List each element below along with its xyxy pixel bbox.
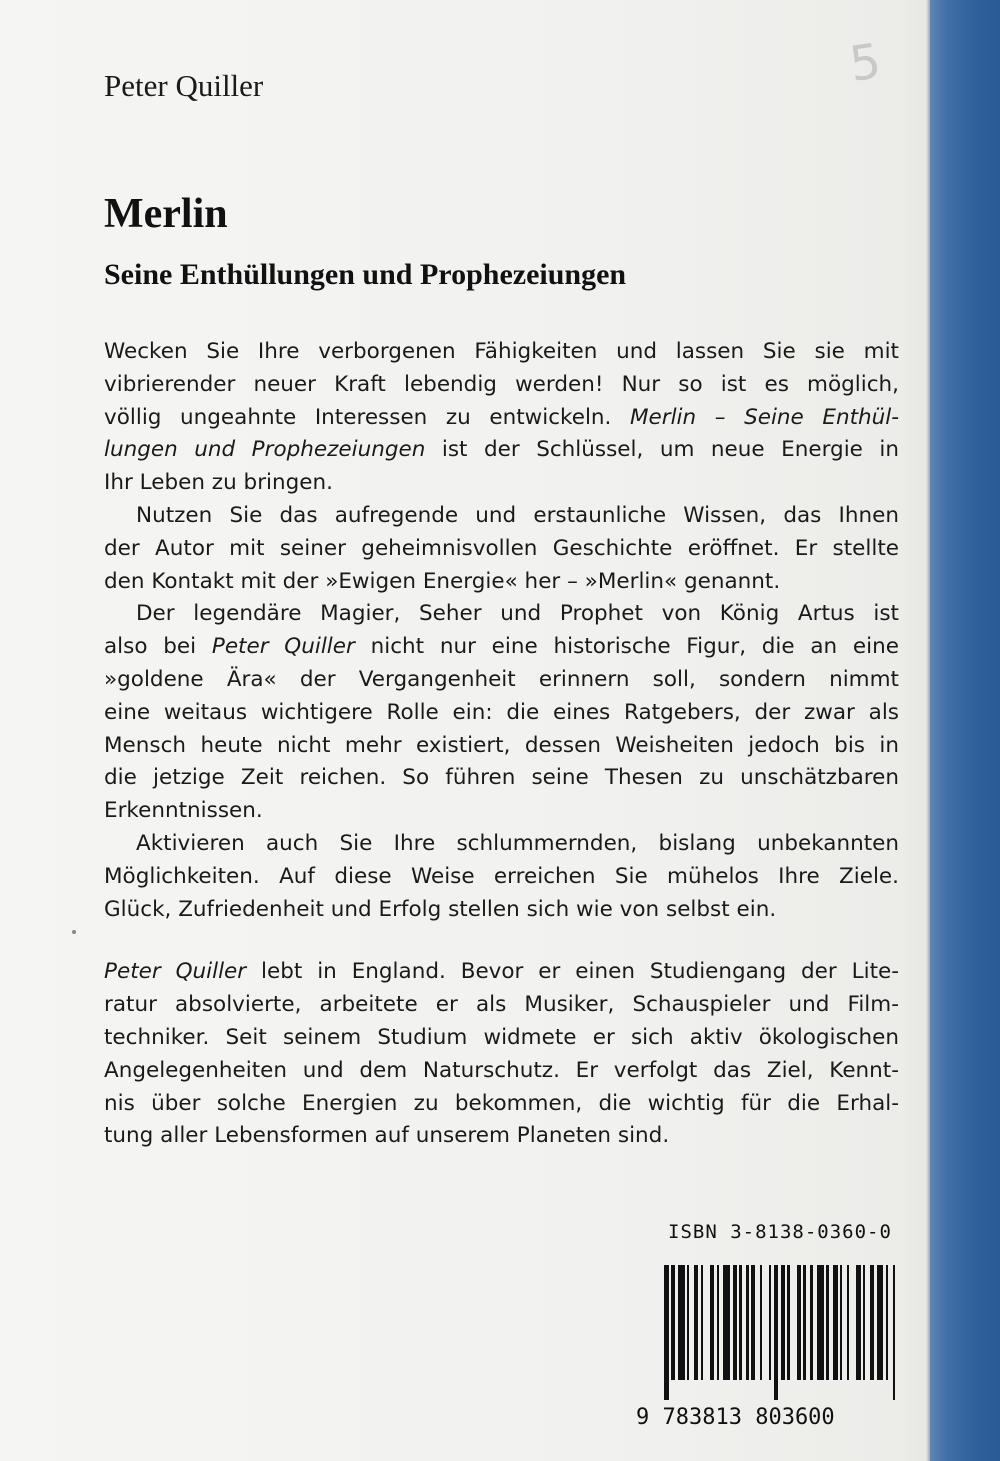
pencil-mark: 5 <box>846 33 885 93</box>
barcode-bar <box>746 1265 748 1380</box>
text-line: eine weitaus wichtigere Rolle ein: die eines Ratgebers, der zwar als <box>104 699 899 725</box>
barcode-bar <box>774 1265 779 1400</box>
barcode-bar <box>664 1265 669 1400</box>
barcode-bar <box>710 1265 715 1380</box>
paragraph-2 <box>104 500 899 598</box>
text-run: lebt in England. Bevor er einen Studiengang der Lite- <box>246 959 899 985</box>
barcode-bar <box>817 1265 824 1380</box>
text-line: Möglichkeiten. Auf diese Weise erreichen Sie mühelos Ihre Ziele. <box>104 863 899 889</box>
barcode-bar <box>739 1265 741 1380</box>
barcode <box>664 1265 900 1415</box>
paragraph-1 <box>104 336 899 500</box>
barcode-bar <box>701 1265 703 1380</box>
text-line: Glück, Zufriedenheit und Erfolg stellen sich wie von selbst ein. <box>104 896 777 922</box>
barcode-bar <box>803 1265 805 1380</box>
text-line: der Autor mit seiner geheimnisvollen Geschichte eröffnet. Er stellte <box>104 535 899 561</box>
italic-author-run: Peter Quiller <box>104 959 247 985</box>
text-line: Nutzen Sie das aufregende und erstaunliche Wissen, das Ihnen <box>136 502 899 528</box>
text-run: ist der Schlüssel, um neue Energie in <box>425 437 900 463</box>
barcode-bar <box>717 1265 719 1380</box>
text-line: nis über solche Energien zu bekommen, die wichtig für die Erhal- <box>104 1090 899 1116</box>
barcode-bar <box>847 1265 849 1380</box>
barcode-bar <box>687 1265 689 1380</box>
book-title: Merlin <box>104 191 228 237</box>
isbn-number: ISBN 3-8138-0360-0 <box>668 1221 892 1243</box>
barcode-bar <box>856 1265 861 1380</box>
barcode-bar <box>826 1265 828 1380</box>
book-subtitle: Seine Enthüllungen und Prophezeiungen <box>104 258 627 291</box>
text-line: tung aller Lebensformen auf unserem Planeten sind. <box>104 1123 670 1149</box>
italic-title-run: Merlin – Seine Enthül- <box>629 404 899 430</box>
text-line: techniker. Seit seinem Studium widmete er sich aktiv ökologischen <box>104 1024 899 1050</box>
text-line: ratur absolvierte, arbeitete er als Musiker, Schauspieler und Film- <box>104 992 899 1018</box>
barcode-bar <box>760 1265 762 1380</box>
text-run: völlig ungeahnte Interessen zu entwickeln. <box>104 404 630 430</box>
barcode-bar <box>893 1265 895 1400</box>
text-line: Angelegenheiten und dem Naturschutz. Er verfolgt das Ziel, Kennt- <box>104 1057 899 1083</box>
text-line: Wecken Sie Ihre verborgenen Fähigkeiten und lassen Sie sie mit <box>104 339 899 364</box>
barcode-bar <box>694 1265 699 1380</box>
paragraph-3 <box>104 598 899 828</box>
text-line: Aktivieren auch Sie Ihre schlummernden, bislang unbekannten <box>136 830 899 856</box>
author-name: Peter Quiller <box>104 68 264 103</box>
barcode-bar <box>833 1265 838 1380</box>
barcode-bar <box>671 1265 676 1380</box>
italic-title-run: lungen und Prophezeiungen <box>104 437 426 463</box>
italic-author-run: Peter Quiller <box>211 634 355 660</box>
barcode-bar <box>781 1265 786 1380</box>
text-line: Mensch heute nicht mehr existiert, dessen Weisheiten jedoch bis in <box>104 732 899 758</box>
barcode-bar <box>723 1265 730 1380</box>
text-line: den Kontakt mit der »Ewigen Energie« her – »Merlin« genannt. <box>104 568 781 594</box>
speck <box>72 930 76 934</box>
text-line: Ihr Leben zu bringen. <box>104 470 333 496</box>
text-run: nicht nur eine historische Figur, die an eine <box>354 634 899 660</box>
paragraph-4 <box>104 828 899 926</box>
text-line <box>104 434 899 467</box>
text-line: Erkenntnissen. <box>104 798 263 824</box>
book-spine <box>930 0 1000 1461</box>
barcode-bar <box>877 1265 884 1380</box>
text-line: »goldene Ära« der Vergangenheit erinnern soll, sondern nimmt <box>104 666 899 692</box>
text-line <box>104 631 899 664</box>
barcode-bar <box>787 1265 789 1380</box>
text-line: die jetzige Zeit reichen. So führen seine Thesen zu unschätzbaren <box>104 765 899 791</box>
text-line: Der legendäre Magier, Seher und Prophet von König Artus ist <box>136 601 899 627</box>
barcode-bar <box>810 1265 812 1380</box>
barcode-bar <box>751 1265 756 1380</box>
text-line <box>104 402 899 435</box>
barcode-bar <box>797 1265 802 1380</box>
barcode-bar <box>863 1265 865 1380</box>
text-line <box>104 956 899 989</box>
barcode-bar <box>870 1265 875 1380</box>
barcode-bar <box>733 1265 738 1380</box>
author-bio <box>104 956 899 1153</box>
text-line: vibrierender neuer Kraft lebendig werden! Nur so ist es möglich, <box>104 371 899 397</box>
barcode-bar <box>769 1265 771 1380</box>
blurb-text <box>104 336 899 1153</box>
barcode-bar <box>678 1265 685 1380</box>
text-run: also bei <box>104 634 212 660</box>
barcode-bar <box>886 1265 888 1380</box>
barcode-digits: 9 783813 803600 <box>636 1405 835 1430</box>
barcode-bar <box>840 1265 842 1380</box>
